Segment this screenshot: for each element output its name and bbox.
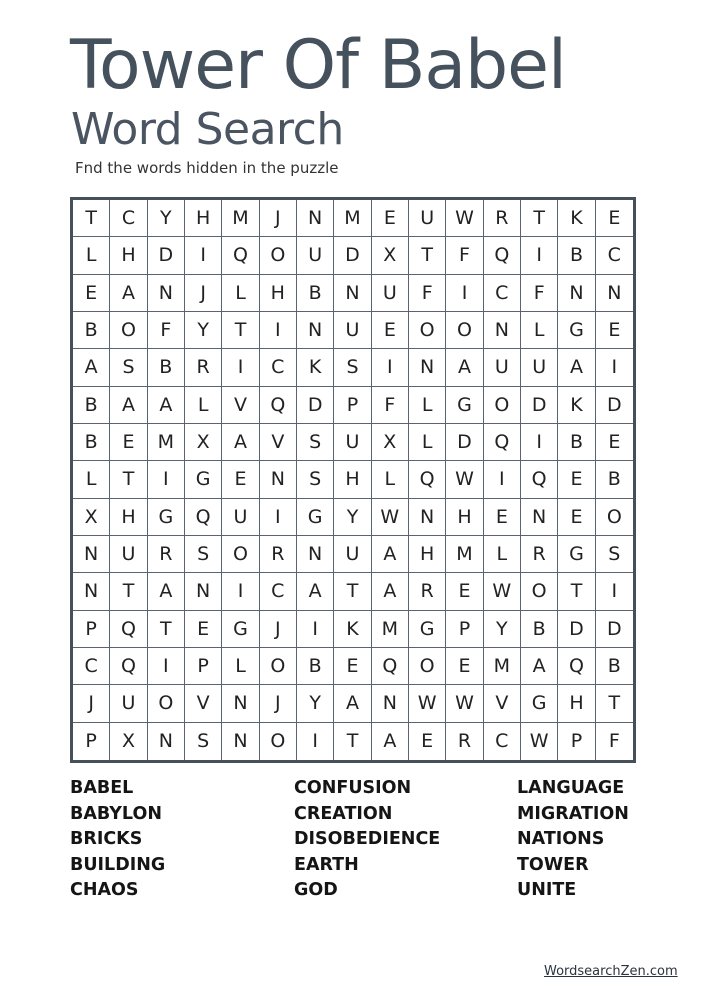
grid-cell[interactable]: R bbox=[185, 349, 222, 386]
grid-cell[interactable]: A bbox=[372, 573, 409, 610]
grid-cell[interactable]: U bbox=[334, 312, 371, 349]
grid-cell[interactable]: R bbox=[484, 200, 521, 237]
grid-cell[interactable]: U bbox=[409, 200, 446, 237]
grid-cell[interactable]: E bbox=[372, 312, 409, 349]
grid-cell[interactable]: A bbox=[222, 424, 259, 461]
grid-cell[interactable]: C bbox=[484, 275, 521, 312]
grid-cell[interactable]: F bbox=[409, 275, 446, 312]
grid-cell[interactable]: X bbox=[73, 499, 110, 536]
grid-cell[interactable]: W bbox=[484, 573, 521, 610]
grid-cell[interactable]: O bbox=[260, 723, 297, 760]
grid-cell[interactable]: O bbox=[222, 536, 259, 573]
grid-cell[interactable]: P bbox=[185, 648, 222, 685]
grid-cell[interactable]: Q bbox=[484, 424, 521, 461]
grid-cell[interactable]: A bbox=[148, 387, 185, 424]
instructions-text: Fnd the words hidden in the puzzle bbox=[75, 159, 339, 177]
grid-cell[interactable]: U bbox=[334, 536, 371, 573]
grid-cell[interactable]: L bbox=[409, 387, 446, 424]
website-link[interactable]: WordsearchZen.com bbox=[544, 964, 678, 979]
grid-cell[interactable]: T bbox=[521, 200, 558, 237]
grid-cell[interactable]: N bbox=[222, 723, 259, 760]
grid-cell[interactable]: Q bbox=[110, 648, 147, 685]
grid-cell[interactable]: T bbox=[558, 573, 595, 610]
grid-cell[interactable]: H bbox=[110, 237, 147, 274]
grid-cell[interactable]: T bbox=[409, 237, 446, 274]
grid-cell[interactable]: G bbox=[297, 499, 334, 536]
grid-cell[interactable]: N bbox=[73, 536, 110, 573]
grid-cell[interactable]: I bbox=[222, 349, 259, 386]
word-list-column bbox=[70, 776, 260, 904]
grid-cell[interactable]: M bbox=[372, 611, 409, 648]
grid-cell[interactable]: G bbox=[446, 387, 483, 424]
grid-cell[interactable]: P bbox=[334, 387, 371, 424]
grid-cell[interactable]: O bbox=[521, 573, 558, 610]
grid-cell[interactable]: I bbox=[521, 424, 558, 461]
grid-cell[interactable]: N bbox=[73, 573, 110, 610]
grid-cell[interactable]: Q bbox=[185, 499, 222, 536]
grid-cell[interactable]: O bbox=[596, 499, 633, 536]
grid-cell[interactable]: U bbox=[334, 424, 371, 461]
grid-cell[interactable]: K bbox=[334, 611, 371, 648]
grid-cell[interactable]: I bbox=[222, 573, 259, 610]
grid-cell[interactable]: J bbox=[260, 200, 297, 237]
grid-cell[interactable]: M bbox=[222, 200, 259, 237]
grid-cell[interactable]: M bbox=[148, 424, 185, 461]
grid-cell[interactable]: N bbox=[297, 536, 334, 573]
grid-cell[interactable]: M bbox=[446, 536, 483, 573]
grid-cell[interactable]: L bbox=[521, 312, 558, 349]
grid-cell[interactable]: U bbox=[297, 237, 334, 274]
grid-cell[interactable]: G bbox=[185, 461, 222, 498]
grid-cell[interactable]: I bbox=[260, 499, 297, 536]
grid-cell[interactable]: K bbox=[558, 200, 595, 237]
grid-cell[interactable]: C bbox=[260, 349, 297, 386]
puzzle-grid bbox=[70, 197, 636, 763]
grid-cell[interactable]: U bbox=[222, 499, 259, 536]
grid-cell[interactable]: L bbox=[73, 237, 110, 274]
grid-cell[interactable]: T bbox=[334, 573, 371, 610]
grid-cell[interactable]: H bbox=[110, 499, 147, 536]
grid-cell[interactable]: Q bbox=[260, 387, 297, 424]
grid-cell[interactable]: N bbox=[297, 200, 334, 237]
grid-cell[interactable]: B bbox=[521, 611, 558, 648]
grid-cell[interactable]: E bbox=[596, 312, 633, 349]
grid-cell[interactable]: B bbox=[73, 387, 110, 424]
grid-cell[interactable]: A bbox=[558, 349, 595, 386]
grid-cell[interactable]: C bbox=[484, 723, 521, 760]
grid-cell[interactable]: A bbox=[446, 349, 483, 386]
grid-cell[interactable]: O bbox=[409, 312, 446, 349]
grid-cell[interactable]: R bbox=[148, 536, 185, 573]
grid-cell[interactable]: W bbox=[446, 685, 483, 722]
grid-cell[interactable]: R bbox=[446, 723, 483, 760]
grid-cell[interactable]: K bbox=[297, 349, 334, 386]
word-list-item: UNITE bbox=[517, 880, 577, 901]
grid-cell[interactable]: B bbox=[558, 424, 595, 461]
grid-cell[interactable]: F bbox=[446, 237, 483, 274]
grid-cell[interactable]: S bbox=[110, 349, 147, 386]
word-list-item: CHAOS bbox=[70, 880, 139, 901]
grid-cell[interactable]: J bbox=[185, 275, 222, 312]
grid-cell[interactable]: B bbox=[297, 648, 334, 685]
grid-cell[interactable]: S bbox=[596, 536, 633, 573]
grid-cell[interactable]: J bbox=[73, 685, 110, 722]
grid-cell[interactable]: T bbox=[334, 723, 371, 760]
grid-cell[interactable]: N bbox=[521, 499, 558, 536]
grid-cell[interactable]: H bbox=[446, 499, 483, 536]
grid-cell[interactable]: Y bbox=[334, 499, 371, 536]
grid-cell[interactable]: T bbox=[148, 611, 185, 648]
grid-cell[interactable]: I bbox=[596, 573, 633, 610]
grid-cell[interactable]: E bbox=[334, 648, 371, 685]
grid-cell[interactable]: Y bbox=[185, 312, 222, 349]
grid-cell[interactable]: A bbox=[110, 387, 147, 424]
grid-cell[interactable]: E bbox=[446, 648, 483, 685]
grid-cell[interactable]: G bbox=[148, 499, 185, 536]
grid-cell[interactable]: G bbox=[558, 312, 595, 349]
grid-cell[interactable]: J bbox=[260, 685, 297, 722]
grid-cell[interactable]: K bbox=[558, 387, 595, 424]
grid-cell[interactable]: L bbox=[222, 275, 259, 312]
grid-cell[interactable]: B bbox=[558, 237, 595, 274]
grid-cell[interactable]: Y bbox=[484, 611, 521, 648]
grid-cell[interactable]: I bbox=[372, 349, 409, 386]
grid-cell[interactable]: F bbox=[608, 730, 620, 753]
grid-cell[interactable]: I bbox=[185, 237, 222, 274]
word-list-item: DISOBEDIENCE bbox=[294, 829, 441, 850]
grid-cell[interactable]: V bbox=[185, 685, 222, 722]
grid-cell[interactable]: E bbox=[222, 461, 259, 498]
grid-cell[interactable]: Q bbox=[409, 461, 446, 498]
grid-cell[interactable]: A bbox=[73, 349, 110, 386]
word-list-column bbox=[294, 776, 484, 904]
grid-cell[interactable]: H bbox=[185, 200, 222, 237]
grid-cell[interactable]: O bbox=[148, 685, 185, 722]
grid-cell[interactable]: Q bbox=[372, 648, 409, 685]
grid-cell[interactable]: D bbox=[521, 387, 558, 424]
grid-cell[interactable]: E bbox=[110, 424, 147, 461]
grid-cell[interactable]: I bbox=[596, 349, 633, 386]
grid-cell[interactable]: D bbox=[148, 237, 185, 274]
grid-cell[interactable]: N bbox=[409, 349, 446, 386]
letter-grid bbox=[73, 200, 633, 760]
page-subtitle: Word Search bbox=[71, 104, 344, 155]
grid-cell[interactable]: R bbox=[260, 536, 297, 573]
word-list-item: MIGRATION bbox=[517, 803, 629, 824]
grid-cell[interactable]: D bbox=[297, 387, 334, 424]
grid-cell[interactable]: C bbox=[596, 237, 633, 274]
grid-cell[interactable]: M bbox=[484, 648, 521, 685]
grid-cell[interactable]: I bbox=[297, 611, 334, 648]
grid-cell[interactable]: E bbox=[558, 461, 595, 498]
grid-cell[interactable]: H bbox=[260, 275, 297, 312]
grid-cell[interactable]: R bbox=[409, 573, 446, 610]
grid-cell[interactable]: A bbox=[148, 573, 185, 610]
word-list-item: CREATION bbox=[294, 803, 393, 824]
grid-cell[interactable]: T bbox=[110, 461, 147, 498]
grid-cell[interactable]: E bbox=[446, 573, 483, 610]
grid-cell[interactable]: B bbox=[297, 275, 334, 312]
grid-cell[interactable]: O bbox=[484, 387, 521, 424]
grid-cell[interactable]: L bbox=[409, 424, 446, 461]
grid-cell[interactable]: N bbox=[409, 499, 446, 536]
grid-cell[interactable]: N bbox=[484, 312, 521, 349]
grid-cell[interactable]: C bbox=[110, 200, 147, 237]
grid-cell[interactable]: F bbox=[372, 387, 409, 424]
word-list-item: GOD bbox=[294, 880, 338, 901]
grid-cell[interactable]: N bbox=[334, 275, 371, 312]
grid-cell[interactable]: D bbox=[446, 424, 483, 461]
grid-cell[interactable]: L bbox=[222, 648, 259, 685]
grid-cell[interactable]: H bbox=[409, 536, 446, 573]
grid-cell[interactable]: O bbox=[446, 312, 483, 349]
grid-cell[interactable]: T bbox=[596, 685, 633, 722]
grid-cell[interactable]: N bbox=[297, 312, 334, 349]
grid-cell[interactable]: Q bbox=[222, 237, 259, 274]
word-list-item: BUILDING bbox=[70, 854, 166, 875]
grid-cell[interactable]: Q bbox=[558, 648, 595, 685]
grid-cell[interactable]: N bbox=[596, 275, 633, 312]
grid-cell[interactable]: C bbox=[73, 648, 110, 685]
grid-cell[interactable]: I bbox=[297, 723, 334, 760]
grid-cell[interactable]: P bbox=[73, 723, 110, 760]
grid-cell[interactable]: O bbox=[409, 648, 446, 685]
grid-cell[interactable]: O bbox=[260, 648, 297, 685]
grid-cell[interactable]: E bbox=[409, 723, 446, 760]
grid-cell[interactable]: J bbox=[260, 611, 297, 648]
grid-cell[interactable]: E bbox=[185, 611, 222, 648]
grid-cell[interactable]: E bbox=[596, 424, 633, 461]
word-list-item: CONFUSION bbox=[294, 778, 412, 798]
grid-cell[interactable]: E bbox=[484, 499, 521, 536]
grid-cell[interactable]: B bbox=[73, 312, 110, 349]
grid-cell[interactable]: X bbox=[372, 424, 409, 461]
word-list-item: TOWER bbox=[517, 854, 589, 875]
grid-cell[interactable]: Q bbox=[484, 237, 521, 274]
grid-cell[interactable]: D bbox=[596, 611, 633, 648]
grid-cell[interactable]: V bbox=[222, 387, 259, 424]
grid-cell[interactable]: D bbox=[596, 387, 633, 424]
grid-cell[interactable]: G bbox=[409, 611, 446, 648]
grid-cell[interactable]: A bbox=[110, 275, 147, 312]
grid-cell[interactable]: U bbox=[372, 275, 409, 312]
grid-cell[interactable]: L bbox=[372, 461, 409, 498]
grid-cell[interactable]: H bbox=[334, 461, 371, 498]
grid-cell[interactable]: S bbox=[334, 349, 371, 386]
grid-cell[interactable]: D bbox=[334, 237, 371, 274]
grid-cell[interactable]: X bbox=[185, 424, 222, 461]
grid-cell[interactable]: V bbox=[484, 685, 521, 722]
grid-cell[interactable]: B bbox=[73, 424, 110, 461]
grid-cell[interactable]: G bbox=[558, 536, 595, 573]
grid-cell[interactable]: V bbox=[260, 424, 297, 461]
grid-cell[interactable]: U bbox=[521, 349, 558, 386]
grid-cell[interactable]: A bbox=[372, 536, 409, 573]
grid-cell[interactable]: X bbox=[372, 237, 409, 274]
grid-cell[interactable]: N bbox=[558, 275, 595, 312]
word-list-item: BABEL bbox=[70, 778, 134, 798]
word-list-item: BRICKS bbox=[70, 829, 143, 850]
grid-cell[interactable]: P bbox=[73, 611, 110, 648]
grid-cell[interactable]: A bbox=[334, 685, 371, 722]
grid-cell[interactable]: S bbox=[297, 461, 334, 498]
grid-cell[interactable]: L bbox=[484, 536, 521, 573]
grid-cell[interactable]: U bbox=[110, 536, 147, 573]
grid-cell[interactable]: E bbox=[73, 275, 110, 312]
grid-cell[interactable]: W bbox=[446, 461, 483, 498]
grid-cell[interactable]: I bbox=[484, 461, 521, 498]
grid-cell[interactable]: S bbox=[185, 723, 222, 760]
grid-cell[interactable]: G bbox=[222, 611, 259, 648]
grid-cell[interactable]: X bbox=[110, 723, 147, 760]
grid-cell[interactable]: S bbox=[185, 536, 222, 573]
grid-cell[interactable]: W bbox=[372, 499, 409, 536]
grid-cell[interactable]: N bbox=[260, 461, 297, 498]
grid-cell[interactable]: F bbox=[521, 275, 558, 312]
grid-cell[interactable]: Q bbox=[521, 461, 558, 498]
grid-cell[interactable]: R bbox=[521, 536, 558, 573]
grid-cell[interactable]: G bbox=[521, 685, 558, 722]
grid-cell[interactable]: I bbox=[260, 312, 297, 349]
grid-cell[interactable]: I bbox=[521, 237, 558, 274]
grid-cell[interactable]: N bbox=[222, 685, 259, 722]
grid-cell[interactable]: B bbox=[596, 648, 633, 685]
grid-cell[interactable]: Q bbox=[110, 611, 147, 648]
grid-cell[interactable]: L bbox=[185, 387, 222, 424]
grid-cell[interactable]: L bbox=[73, 461, 110, 498]
page-title: Tower Of Babel bbox=[70, 26, 566, 105]
grid-cell[interactable]: C bbox=[260, 573, 297, 610]
grid-cell[interactable]: M bbox=[334, 200, 371, 237]
grid-cell[interactable]: A bbox=[372, 723, 409, 760]
word-list-item: EARTH bbox=[294, 854, 359, 875]
grid-cell[interactable]: O bbox=[110, 312, 147, 349]
grid-cell[interactable]: N bbox=[148, 723, 185, 760]
word-list-column bbox=[517, 776, 707, 904]
grid-cell[interactable]: W bbox=[409, 685, 446, 722]
word-list-item: LANGUAGE bbox=[517, 778, 625, 798]
grid-cell[interactable]: Y bbox=[148, 200, 185, 237]
grid-cell[interactable]: A bbox=[521, 648, 558, 685]
grid-cell[interactable]: E bbox=[372, 200, 409, 237]
grid-cell[interactable]: O bbox=[260, 237, 297, 274]
grid-cell[interactable]: E bbox=[558, 499, 595, 536]
grid-cell[interactable]: E bbox=[596, 200, 633, 237]
grid-cell[interactable]: W bbox=[521, 723, 558, 760]
grid-cell[interactable]: I bbox=[148, 648, 185, 685]
word-list-item: NATIONS bbox=[517, 829, 605, 850]
grid-cell[interactable]: U bbox=[110, 685, 147, 722]
grid-cell[interactable]: U bbox=[484, 349, 521, 386]
grid-cell[interactable]: N bbox=[372, 685, 409, 722]
grid-cell[interactable]: T bbox=[110, 573, 147, 610]
grid-cell[interactable]: A bbox=[297, 573, 334, 610]
grid-cell[interactable]: Y bbox=[297, 685, 334, 722]
grid-cell[interactable]: N bbox=[185, 573, 222, 610]
grid-cell[interactable]: P bbox=[446, 611, 483, 648]
grid-cell[interactable]: H bbox=[558, 685, 595, 722]
word-list-item: BABYLON bbox=[70, 803, 162, 824]
grid-cell[interactable]: T bbox=[73, 200, 110, 237]
grid-cell[interactable]: B bbox=[596, 461, 633, 498]
word-list bbox=[70, 776, 640, 906]
grid-cell[interactable]: I bbox=[446, 275, 483, 312]
grid-cell[interactable]: I bbox=[148, 461, 185, 498]
grid-cell[interactable]: B bbox=[148, 349, 185, 386]
grid-cell[interactable]: F bbox=[148, 312, 185, 349]
grid-cell[interactable]: P bbox=[558, 723, 595, 760]
grid-cell[interactable]: N bbox=[148, 275, 185, 312]
grid-cell[interactable]: W bbox=[446, 200, 483, 237]
grid-cell[interactable]: D bbox=[558, 611, 595, 648]
grid-cell[interactable]: T bbox=[222, 312, 259, 349]
grid-cell[interactable]: S bbox=[297, 424, 334, 461]
